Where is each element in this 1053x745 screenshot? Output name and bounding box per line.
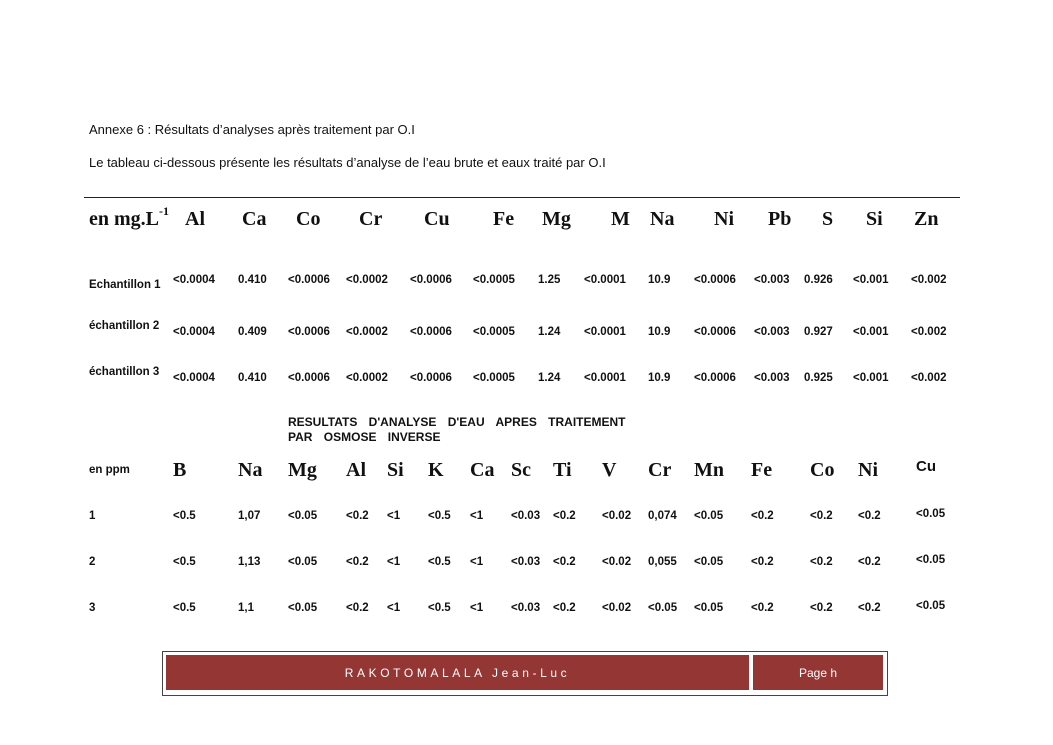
table2-cell: 0,074 [648,510,677,522]
table1-cell: <0.002 [911,326,947,338]
table2-header-co: Co [810,459,835,481]
table2-header-si: Si [387,459,404,481]
table1-cell: <0.0006 [694,326,736,338]
table1-cell: <0.0004 [173,372,215,384]
table1-cell: <0.0001 [584,326,626,338]
table1-cell: 1.24 [538,372,561,384]
table1-header-pb: Pb [768,208,792,230]
table2-header-ti: Ti [553,459,572,481]
table1-cell: <0.0001 [584,274,626,286]
table2-cell: <0.03 [511,510,541,522]
table2-header-sc: Sc [511,459,531,481]
table1-cell: 10.9 [648,326,671,338]
table1-cell: <0.0006 [694,274,736,286]
table1-cell: <0.0002 [346,326,388,338]
table-top-rule [84,197,960,198]
table1-cell: <0.0004 [173,326,215,338]
table2-cell: <0.2 [553,556,576,568]
table1-cell: 0.409 [238,326,267,338]
table1-cell: <0.0002 [346,274,388,286]
table1-row-label: Echantillon 1 [89,279,161,291]
table2-cell: <0.05 [694,602,724,614]
table2-cell: <0.5 [428,602,451,614]
table1-cell: <0.001 [853,372,889,384]
table2-cell: <0.05 [916,554,946,566]
table2-cell: <0.2 [751,556,774,568]
table2-row-label: 3 [89,602,96,614]
table1-row-label: échantillon 3 [89,366,160,378]
table2-cell: <0.05 [694,510,724,522]
table2-cell: <0.05 [694,556,724,568]
table1-cell: 10.9 [648,372,671,384]
table2-cell: <1 [470,602,484,614]
table1-cell: 0.410 [238,372,267,384]
caption-text: RESULTATS D'ANALYSE D'EAU APRES TRAITEMENT PAR OSMOSE INVERSE [288,415,626,444]
table2-cell: <0.05 [648,602,678,614]
table1-cell: <0.002 [911,274,947,286]
table2-cell: <0.02 [602,602,632,614]
table2-cell: <0.2 [858,602,881,614]
footer-page-number: Page h [753,655,883,690]
table2-header-mn: Mn [694,459,724,481]
table2-header-k: K [428,459,444,481]
table1-header-zn: Zn [914,208,939,230]
table2-cell: 0,055 [648,556,677,568]
table1-header-mg: Mg [542,208,571,230]
table2-cell: <1 [387,510,401,522]
table2-cell: <0.5 [173,556,196,568]
table1-unit-label: en $mg.L^{-1}$ [89,204,169,230]
table2-header-mg: Mg [288,459,317,481]
table2-header-b: B [173,459,187,481]
table1-header-ca: Ca [242,208,267,230]
table1-cell: <0.002 [911,372,947,384]
table1-cell: <0.003 [754,372,790,384]
footer-author: RAKOTOMALALA Jean-Luc [166,655,749,690]
table1-row-label: échantillon 2 [89,320,160,332]
table1-cell: <0.0006 [694,372,736,384]
table1-cell: <0.0005 [473,372,515,384]
table2-cell: <0.5 [173,602,196,614]
table2-cell: <0.2 [346,510,369,522]
table2-cell: <0.05 [288,510,318,522]
table2-cell: <0.2 [810,602,833,614]
table2-cell: <0.03 [511,556,541,568]
table1-cell: 0.410 [238,274,267,286]
table2-cell: <0.02 [602,510,632,522]
table2-cell: <0.2 [810,510,833,522]
table2-header-al: Al [346,459,366,481]
table1-cell: 0.926 [804,274,833,286]
table2-cell: <1 [470,556,484,568]
intro-paragraph: Le tableau ci-dessous présente les résultats d’analyse de l’eau brute et eaux traité par O.I [89,155,606,170]
table1-cell: 0.927 [804,326,833,338]
table2-cell: <0.5 [428,510,451,522]
table2-cell: <1 [387,602,401,614]
table1-cell: <0.001 [853,274,889,286]
table2-cell: <0.05 [916,508,946,520]
table2-header-v: V [602,459,617,481]
table2-cell: <0.2 [858,510,881,522]
table2-cell: <0.2 [810,556,833,568]
annex-title: Annexe 6 : Résultats d’analyses après traitement par O.I [89,122,415,137]
table1-cell: <0.0006 [288,326,330,338]
table1-cell: <0.0002 [346,372,388,384]
table2-row-label: 1 [89,510,96,522]
table2-cell: <0.2 [553,510,576,522]
table1-header-si: Si [866,208,883,230]
table1-cell: 10.9 [648,274,671,286]
table2-cell: 1,1 [238,602,254,614]
table1-cell: <0.0006 [288,274,330,286]
table2-header-ni: Ni [858,459,878,481]
table1-cell: <0.0005 [473,274,515,286]
table2-cell: 1,07 [238,510,261,522]
table1-cell: <0.0005 [473,326,515,338]
table2-cell: <0.2 [751,510,774,522]
table2-cell: <0.2 [346,556,369,568]
table2-cell: <0.5 [173,510,196,522]
table1-header-cr: Cr [359,208,383,230]
table1-header-al: Al [185,208,205,230]
table2-unit-label: en ppm [89,464,130,476]
table1-cell: <0.001 [853,326,889,338]
table1-cell: 0.925 [804,372,833,384]
table2-header-na: Na [238,459,263,481]
table2-cell: 1,13 [238,556,261,568]
table2-row-label: 2 [89,556,96,568]
table1-cell: <0.0004 [173,274,215,286]
table1-header-m: M [611,208,630,230]
table1-header-ni: Ni [714,208,734,230]
table2-header-fe: Fe [751,459,773,481]
table1-header-na: Na [650,208,675,230]
table1-cell: <0.0006 [410,274,452,286]
table2-cell: <1 [470,510,484,522]
table1-cell: 1.25 [538,274,561,286]
table2-cell: <1 [387,556,401,568]
table2-cell: <0.2 [751,602,774,614]
table1-header-fe: Fe [493,208,515,230]
table2-header-cu: Cu [916,458,936,475]
table1-cell: <0.0006 [410,372,452,384]
table2-cell: <0.2 [858,556,881,568]
table2-cell: <0.2 [553,602,576,614]
table1-cell: <0.003 [754,274,790,286]
table1-cell: <0.0001 [584,372,626,384]
table1-cell: 1.24 [538,326,561,338]
table1-header-s: S [822,208,834,230]
table1-header-co: Co [296,208,321,230]
table1-cell: <0.0006 [410,326,452,338]
table2-cell: <0.05 [916,600,946,612]
table2-cell: <0.05 [288,602,318,614]
table1-header-cu: Cu [424,208,450,230]
table2-cell: <0.03 [511,602,541,614]
table2-header-cr: Cr [648,459,672,481]
table2-cell: <0.02 [602,556,632,568]
table1-caption [288,415,648,444]
table2-cell: <0.5 [428,556,451,568]
table1-cell: <0.003 [754,326,790,338]
table1-cell: <0.0006 [288,372,330,384]
table2-cell: <0.2 [346,602,369,614]
table2-header-ca: Ca [470,459,495,481]
table2-cell: <0.05 [288,556,318,568]
